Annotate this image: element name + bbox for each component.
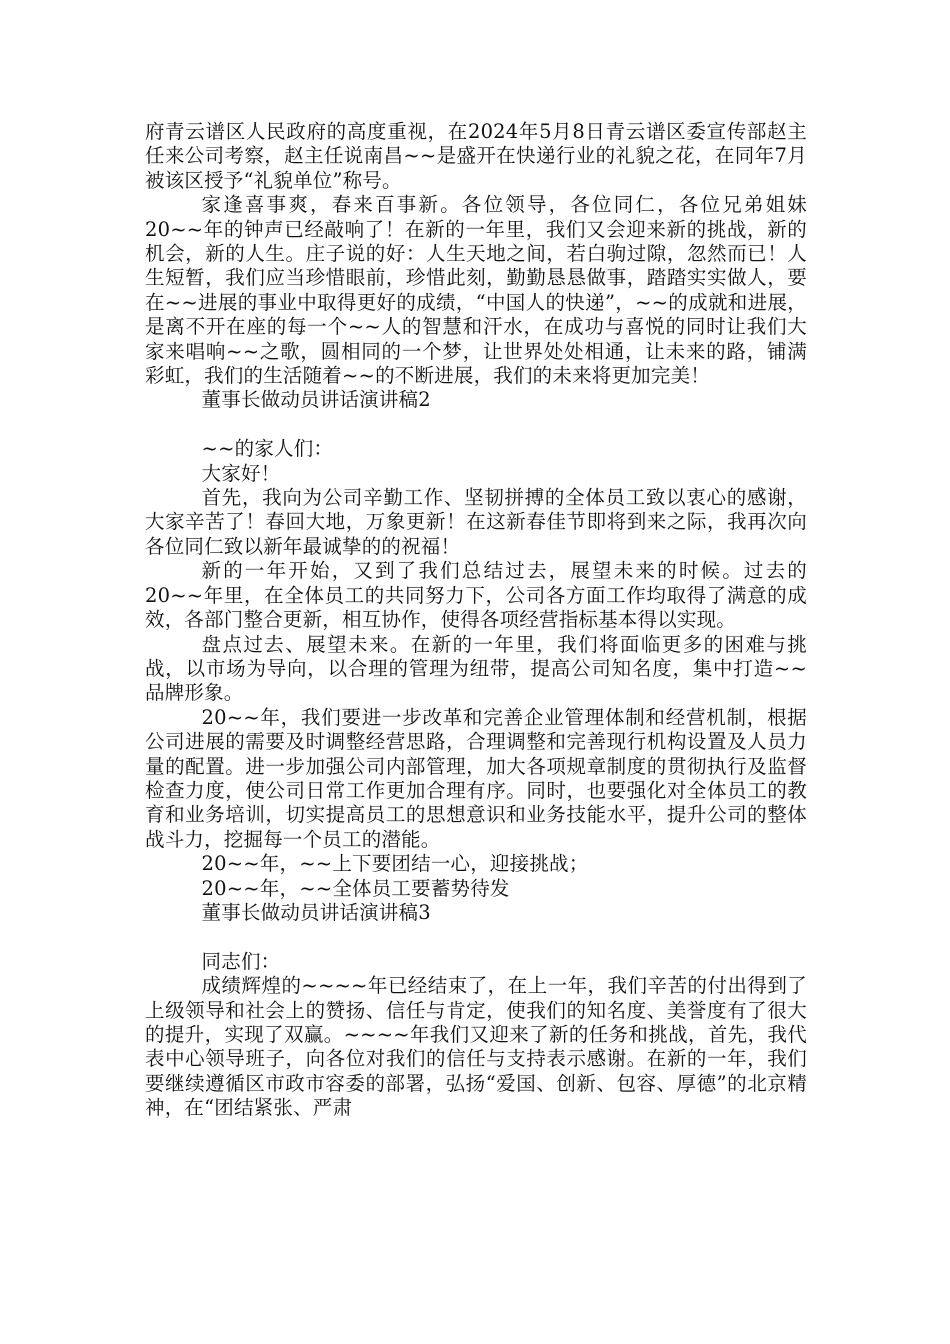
blank-line bbox=[145, 413, 807, 437]
paragraph: 家逢喜事爽，春来百事新。各位领导，各位同仁，各位兄弟姐妹20~~年的钟声已经敲响了！在新的一年里，我们又会迎来新的挑战，新的机会，新的人生。庄子说的好：人生天地之间，若白驹过隙，忽然而已！人生短暂，我们应当珍惜眼前，珍惜此刻，勤勤恳恳做事，踏踏实实做人，要在~~进展的事业中取得更好的成绩，“中国人的快递”，~~的成就和进展，是离不开在座的每一个~~人的智慧和汗水，在成功与喜悦的同时让我们大家来唱响~~之歌，圆相同的一个梦，让世界处处相通，让未来的路，铺满彩虹，我们的生活随着~~的不断进展，我们的未来将更加完美！ bbox=[145, 193, 807, 388]
blank-line bbox=[145, 925, 807, 949]
paragraph: 成绩辉煌的~~~~年已经结束了，在上一年，我们辛苦的付出得到了上级领导和社会上的赞扬、信任与肯定，使我们的知名度、美誉度有了很大的提升，实现了双赢。~~~~年我们又迎来了新的任务和挑战，首先，我代表中心领导班子，向各位对我们的信任与支持表示感谢。在新的一年，我们要继续遵循区市政市容委的部署，弘扬“爱国、创新、包容、厚德”的北京精神，在“团结紧张、严肃 bbox=[145, 974, 807, 1120]
salutation: 同志们： bbox=[201, 949, 281, 973]
paragraph: 盘点过去、展望未来。在新的一年里，我们将面临更多的困难与挑战，以市场为导向，以合理的管理为纽带，提高公司知名度，集中打造~~品牌形象。 bbox=[145, 632, 807, 705]
paragraph: 新的一年开始，又到了我们总结过去，展望未来的时候。过去的20~~年里，在全体员工的共同努力下，公司各方面工作均取得了满意的成效，各部门整合更新，相互协作，使得各项经营指标基本得以实现。 bbox=[145, 559, 807, 632]
section-heading: 董事长做动员讲话演讲稿2 bbox=[201, 388, 431, 412]
paragraph: 20~~年，~~上下要团结一心，迎接挑战； bbox=[201, 852, 589, 876]
salutation: ~~的家人们： bbox=[201, 437, 334, 461]
greeting: 大家好！ bbox=[201, 461, 281, 485]
paragraph: 20~~年，我们要进一步改革和完善企业管理体制和经营机制，根据公司进展的需要及时调整经营思路，合理调整和完善现行机构设置及人员力量的配置。进一步加强公司内部管理，加大各项规章制度的贯彻执行及监督检查力度，使公司日常工作更加合理有序。同时，也要强化对全体员工的教育和业务培训，切实提高员工的思想意识和业务技能水平，提升公司的整体战斗力，挖掘每一个员工的潜能。 bbox=[145, 705, 807, 851]
paragraph: 20~~年，~~全体员工要蓄势待发 bbox=[201, 876, 510, 900]
paragraph-continuation: 府青云谱区人民政府的高度重视，在2024年5月8日青云谱区委宣传部赵主任来公司考察，赵主任说南昌~~是盛开在快递行业的礼貌之花，在同年7月被该区授予“礼貌单位”称号。 bbox=[145, 120, 807, 192]
section-heading: 董事长做动员讲话演讲稿3 bbox=[201, 900, 431, 924]
document-page bbox=[145, 120, 807, 1121]
paragraph: 首先，我向为公司辛勤工作、坚韧拼搏的全体员工致以衷心的感谢，大家辛苦了！春回大地，万象更新！在这新春佳节即将到来之际，我再次向各位同仁致以新年最诚挚的的祝福！ bbox=[145, 486, 807, 558]
